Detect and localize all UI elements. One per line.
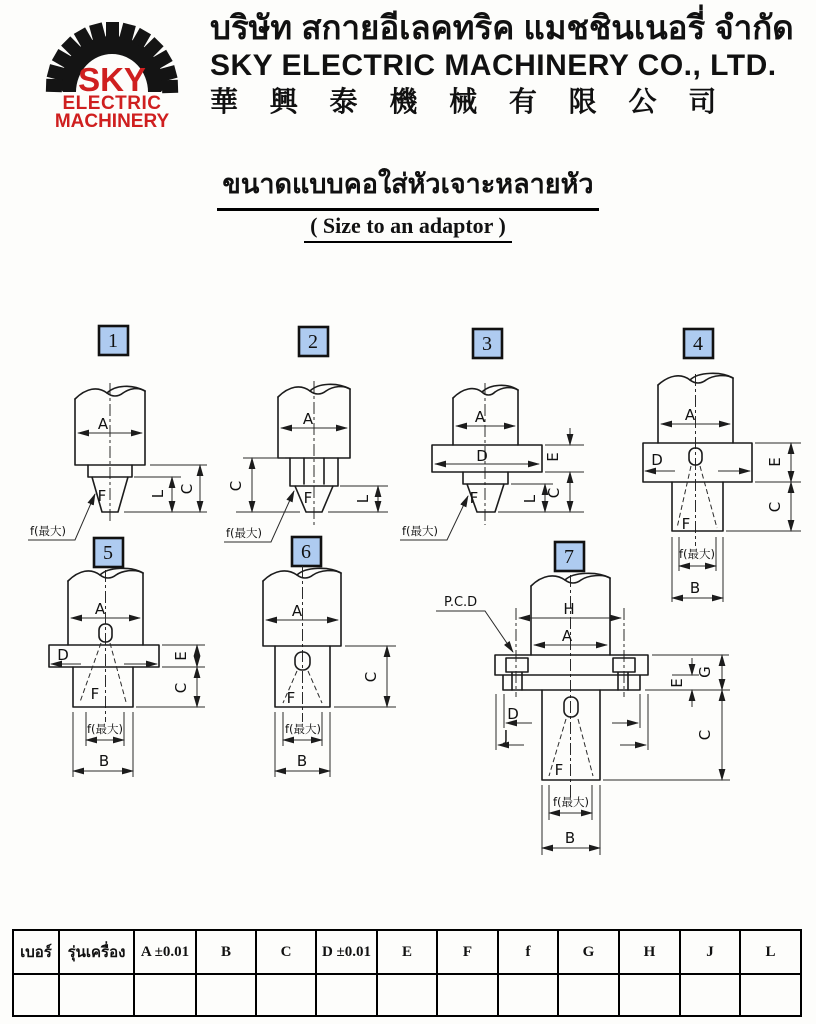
dim-f-max: f(最大) — [226, 526, 263, 540]
col-machine-model: รุ่นเครื่อง — [59, 930, 134, 974]
col-d: D ±0.01 — [316, 930, 377, 974]
dim-f-max: f(最大) — [86, 722, 124, 736]
dim-A: A — [302, 410, 314, 428]
diagram-3 — [400, 329, 584, 540]
dim-B: B — [564, 829, 576, 847]
letterhead — [0, 0, 816, 140]
dim-B: B — [689, 579, 701, 597]
doc-title-english-text: ( Size to an adaptor ) — [304, 213, 512, 243]
dim-L: L — [149, 489, 167, 499]
col-e: E — [377, 930, 437, 974]
dim-A: A — [94, 600, 106, 618]
dim-f-max: f(最大) — [678, 547, 716, 561]
dim-D: D — [507, 705, 519, 723]
diagram-1 — [28, 326, 207, 540]
dim-C: C — [362, 671, 380, 683]
dim-C: C — [172, 682, 190, 694]
cell-e — [377, 974, 437, 1016]
col-l: L — [740, 930, 801, 974]
cell-l — [740, 974, 801, 1016]
dim-G: G — [696, 666, 714, 678]
dim-B: B — [98, 752, 110, 770]
diagram-4 — [643, 329, 801, 602]
dim-f-max: f(最大) — [30, 524, 67, 538]
dim-H: H — [563, 600, 575, 618]
badge-1-number: 1 — [108, 330, 118, 352]
cell-number — [13, 974, 59, 1016]
dim-C: C — [227, 480, 245, 492]
badge-3-number: 3 — [482, 333, 492, 355]
dim-L: L — [354, 494, 372, 504]
diagram-2 — [224, 327, 388, 542]
diagram-5 — [49, 538, 205, 777]
col-a: A ±0.01 — [134, 930, 196, 974]
dim-A: A — [291, 602, 303, 620]
cell-c — [256, 974, 316, 1016]
company-name-english: SKY ELECTRIC MACHINERY CO., LTD. — [210, 49, 777, 82]
logo-electric-text: ELECTRIC — [62, 93, 162, 114]
dim-f-max: f(最大) — [402, 524, 439, 538]
dim-D: D — [57, 646, 69, 664]
dim-B: B — [296, 752, 308, 770]
company-name-chinese: 華 興 泰 機 械 有 限 公 司 — [210, 86, 729, 117]
dim-J: J — [503, 727, 509, 745]
col-b: B — [196, 930, 256, 974]
dim-C: C — [696, 729, 714, 741]
badge-5-number: 5 — [103, 542, 113, 564]
col-f-lower: f — [498, 930, 558, 974]
dim-A: A — [474, 408, 486, 426]
dim-C: C — [766, 501, 784, 513]
dim-E: E — [668, 678, 686, 688]
badge-2-number: 2 — [308, 331, 318, 353]
company-name-thai: บริษัท สกายอีเลคทริค แมชชินเนอรี่ จำกัด — [210, 9, 794, 46]
dim-D: D — [651, 451, 663, 469]
col-number: เบอร์ — [13, 930, 59, 974]
dim-A: A — [684, 406, 696, 424]
col-j: J — [680, 930, 740, 974]
dim-D: D — [476, 447, 488, 465]
dim-E: E — [766, 457, 784, 467]
dim-F: F — [286, 689, 296, 707]
logo-sky-text: SKY — [78, 61, 146, 98]
badge-4-number: 4 — [693, 333, 703, 355]
dim-f-max: f(最大) — [284, 722, 322, 736]
dim-F: F — [90, 685, 100, 703]
dim-A: A — [97, 415, 109, 433]
dim-A: A — [561, 627, 573, 645]
cell-f-lower — [498, 974, 558, 1016]
dim-F: F — [303, 489, 313, 507]
dim-F: F — [554, 761, 564, 779]
badge-7-number: 7 — [564, 546, 574, 568]
pcd-label: P.C.D — [444, 595, 478, 610]
cell-machine-model — [59, 974, 134, 1016]
dim-E: E — [544, 452, 562, 462]
company-logo — [14, 6, 194, 130]
adaptor-diagrams — [0, 300, 816, 920]
cell-h — [619, 974, 680, 1016]
dim-F: F — [97, 487, 107, 505]
diagram-6 — [263, 537, 396, 777]
cell-f-upper — [437, 974, 498, 1016]
dim-f-max: f(最大) — [552, 795, 590, 809]
cell-a — [134, 974, 196, 1016]
diagram-7 — [436, 542, 730, 855]
col-c: C — [256, 930, 316, 974]
dim-C: C — [545, 487, 563, 499]
cell-j — [680, 974, 740, 1016]
doc-title-thai — [0, 162, 816, 211]
col-h: H — [619, 930, 680, 974]
dim-E: E — [172, 651, 190, 661]
company-names — [210, 8, 810, 120]
cell-g — [558, 974, 619, 1016]
spec-table — [12, 929, 802, 1017]
spec-table-empty-row — [13, 974, 801, 1016]
dim-L: L — [521, 494, 539, 504]
cell-b — [196, 974, 256, 1016]
dim-F: F — [681, 515, 691, 533]
col-f-upper: F — [437, 930, 498, 974]
doc-title-thai-text: ขนาดแบบคอใส่หัวเจาะหลายหัว — [217, 162, 598, 211]
spec-table-header-row — [13, 930, 801, 974]
doc-title-english — [0, 213, 816, 243]
col-g: G — [558, 930, 619, 974]
dim-F: F — [469, 489, 479, 507]
badge-6-number: 6 — [301, 541, 311, 563]
cell-d — [316, 974, 377, 1016]
logo-machinery-text: MACHINERY — [54, 111, 170, 130]
dim-C: C — [178, 483, 196, 495]
